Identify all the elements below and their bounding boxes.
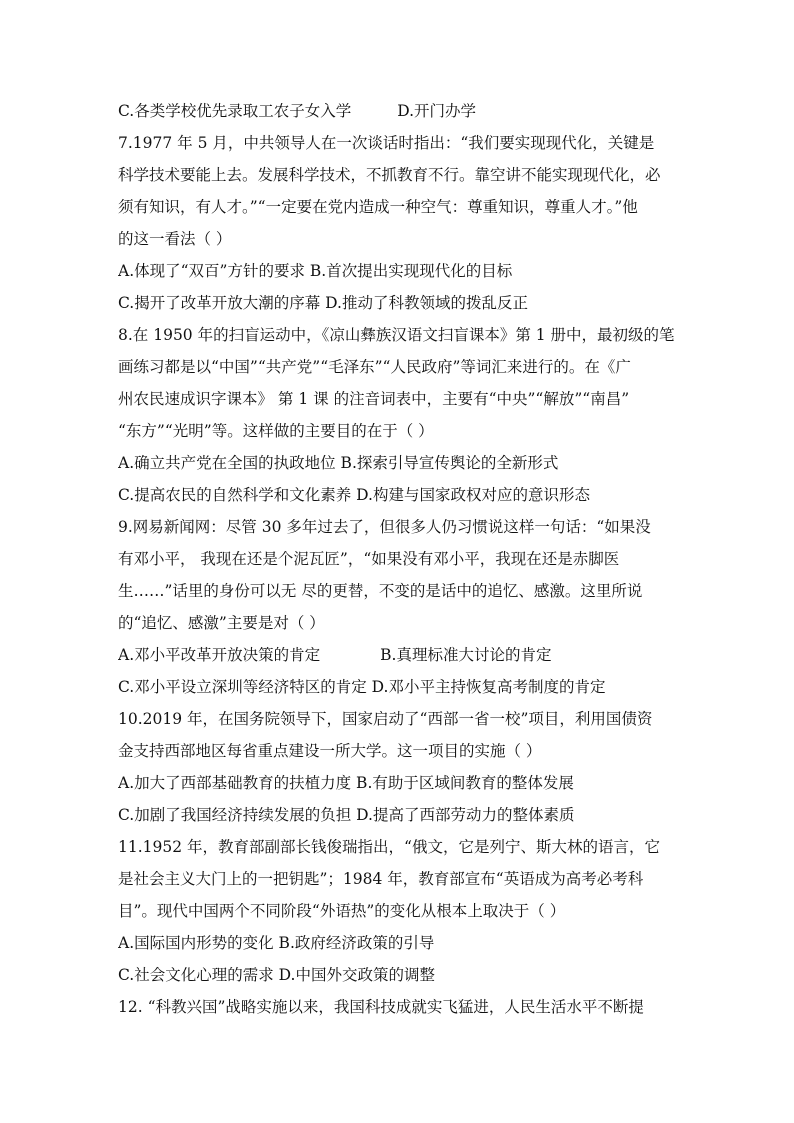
q6-options-cd: [118, 100, 688, 122]
q6-option-d: D.开门办学: [397, 102, 477, 120]
q8-stem-line-4: “东方”“光明”等。这样做的主要目的在于（ ）: [118, 422, 434, 440]
q11-options-ab: A.国际国内形势的变化 B.政府经济政策的引导: [118, 934, 435, 952]
q11-stem-line-2: 是社会主义大门上的一把钥匙”；1984 年，教育部宣布“英语成为高考必考科: [118, 870, 644, 888]
q7-stem-line-4: 的这一看法（ ）: [118, 230, 232, 248]
q8-stem-line-2: 画练习都是以“中国”“共产党”“毛泽东”“人民政府”等词汇来进行的。在《广: [118, 358, 631, 376]
q9-stem-line-2: 有邓小平， 我现在还是个泥瓦匠”，“如果没有邓小平，我现在还是赤脚医: [118, 550, 620, 568]
q7-stem-line-1: 7.1977 年 5 月，中共领导人在一次谈话时指出：“我们要实现现代化，关键是: [118, 134, 655, 152]
q7-stem-line-2: 科学技术要能上去。发展科学技术，不抓教育不行。靠空讲不能实现现代化，必: [118, 166, 661, 184]
q10-options-cd: C.加剧了我国经济持续发展的负担 D.提高了西部劳动力的整体素质: [118, 806, 575, 824]
q11-stem-line-1: 11.1952 年，教育部副部长钱俊瑞指出，“俄文，它是列宁、斯大林的语言，它: [118, 838, 660, 856]
q8-stem-line-1: 8.在 1950 年的扫盲运动中，《凉山彝族汉语文扫盲课本》第 1 册中，最初级的笔: [118, 326, 675, 344]
q9-stem-line-1: 9.网易新闻网：尽管 30 多年过去了，但很多人仍习惯说这样一句话：“如果没: [118, 518, 651, 536]
q8-options-cd: C.提高农民的自然科学和文化素养 D.构建与国家政权对应的意识形态: [118, 486, 590, 504]
q10-stem-line-1: 10.2019 年，在国务院领导下，国家启动了“西部一省一校”项目，利用国债资: [118, 710, 653, 728]
q10-options-ab: A.加大了西部基础教育的扶植力度 B.有助于区域间教育的整体发展: [118, 774, 574, 792]
q9-stem-line-3: 生……”话里的身份可以无 尽的更替，不变的是话中的追忆、感激。这里所说: [118, 582, 643, 600]
q9-option-b: B.真理标准大讨论的肯定: [380, 646, 552, 664]
q6-option-c: C.各类学校优先录取工农子女入学: [118, 102, 352, 120]
q11-stem-line-3: 目”。现代中国两个不同阶段“外语热”的变化从根本上取决于（ ）: [118, 902, 566, 920]
q9-options-cd: C.邓小平设立深圳等经济特区的肯定 D.邓小平主持恢复高考制度的肯定: [118, 678, 606, 696]
q7-options-ab: A.体现了“双百”方针的要求 B.首次提出实现现代化的目标: [118, 262, 513, 280]
q7-stem-line-3: 须有知识，有人才。”“一定要在党内造成一种空气：尊重知识，尊重人才。”他: [118, 198, 638, 216]
q7-options-cd: C.揭开了改革开放大潮的序幕 D.推动了科教领域的拨乱反正: [118, 294, 528, 312]
q10-stem-line-2: 金支持西部地区每省重点建设一所大学。这一项目的实施（ ）: [118, 742, 542, 760]
q12-stem-line-1: 12. “科教兴国”战略实施以来，我国科技成就实飞猛进，人民生活水平不断提: [118, 998, 644, 1016]
q9-options-ab: [118, 644, 688, 666]
q8-options-ab: A.确立共产党在全国的执政地位 B.探索引导宣传舆论的全新形式: [118, 454, 559, 472]
q8-stem-line-3: 州农民速成识字课本》 第 1 课 的注音词表中，主要有“中央”“解放”“南昌”: [118, 390, 630, 408]
q11-options-cd: C.社会文化心理的需求 D.中国外交政策的调整: [118, 966, 435, 984]
q9-stem-line-4: 的“追忆、感激”主要是对（ ）: [118, 614, 325, 632]
q9-option-a: A.邓小平改革开放决策的肯定: [118, 646, 321, 664]
